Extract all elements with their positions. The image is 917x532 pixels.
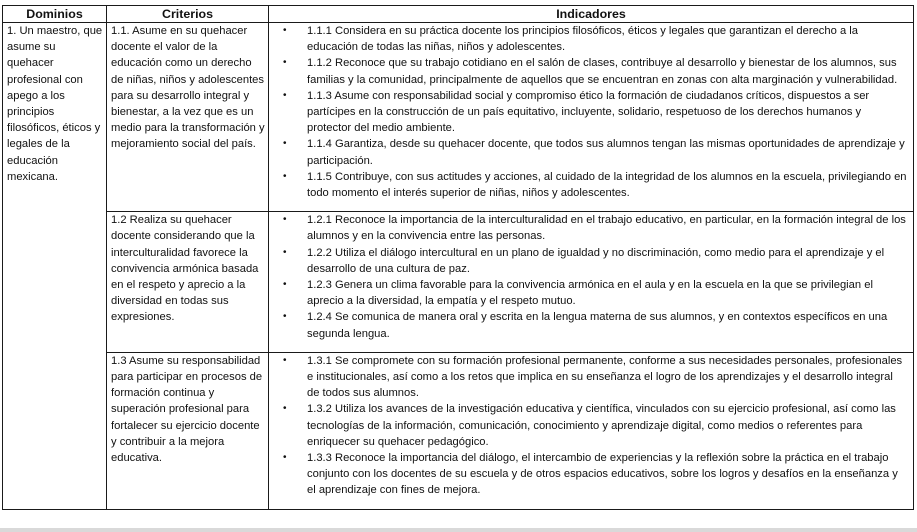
bullet-icon: • — [283, 246, 287, 258]
table-row — [3, 352, 914, 509]
indicador-item — [269, 23, 911, 55]
header-indicadores: Indicadores — [269, 6, 914, 23]
bullet-icon: • — [283, 354, 287, 366]
bullet-icon: • — [283, 214, 287, 226]
indicador-text: 1.1.2 Reconoce que su trabajo cotidiano en el salón de clases, contribuye al desarrollo y bienestar de los alumnos, sus familias y la comunidad, principalmente de aquellos que se encuentran en zonas con alta marginación y vulnerabilidad. — [307, 57, 898, 86]
dominio-cell: 1. Un maestro, que asume su quehacer profesional con apego a los principios filosóficos, éticos y legales de la educación mexicana. — [3, 23, 107, 510]
indicador-text: 1.1.5 Contribuye, con sus actitudes y acciones, al cuidado de la integridad de los alumnos en la escuela, privilegiando en todo momento el interés superior de niñas, niños y adolescentes. — [307, 170, 907, 200]
bullet-icon: • — [283, 170, 287, 182]
bullet-icon: • — [283, 138, 287, 150]
indicador-item — [269, 450, 911, 499]
bullet-icon: • — [283, 89, 287, 101]
indicador-item — [269, 353, 911, 402]
bullet-icon: • — [283, 403, 287, 415]
indicador-text: 1.2.3 Genera un clima favorable para la convivencia armónica en el aula y en la escuela en la que se privilegian el aprecio a la diversidad, la empatía y el respeto mutuo. — [307, 279, 873, 308]
header-criterios: Criterios — [107, 6, 269, 23]
indicador-text: 1.1.1 Considera en su práctica docente los principios filosóficos, éticos y legales que garantizan el derecho a la educación de todas las niñas, niños y adolescentes. — [307, 25, 858, 54]
indicadores-cell — [269, 23, 914, 212]
criterio-cell: 1.2 Realiza su quehacer docente considerando que la interculturalidad favorece la convivencia armónica basada en el respeto y aprecio a la diversidad en todas sus expresiones. — [107, 212, 269, 353]
bullet-icon: • — [283, 279, 287, 291]
page-edge — [0, 528, 917, 532]
indicador-item — [269, 55, 911, 87]
indicadores-list — [269, 353, 911, 499]
indicador-text: 1.2.4 Se comunica de manera oral y escrita en la lengua materna de sus alumnos, y en contextos específicos en una segunda lengua. — [307, 311, 888, 340]
indicador-text: 1.2.1 Reconoce la importancia de la interculturalidad en el trabajo educativo, en particular, en la formación integral de los alumnos y en la convivencia entre las personas. — [307, 214, 906, 243]
indicador-item — [269, 401, 911, 450]
indicador-text: 1.3.2 Utiliza los avances de la investigación educativa y científica, vinculados con su ejercicio profesional, así como las tecnologías de la información, comunicación, conocimiento y aprendizaje digital, como medios o referentes para enriquecer su quehacer pedagógico. — [307, 403, 896, 448]
indicador-item — [269, 212, 911, 244]
bullet-icon: • — [283, 311, 287, 323]
indicador-text: 1.3.1 Se compromete con su formación profesional permanente, conforme a sus necesidades personales, profesionales e institucionales, así como a los retos que implica en su enseñanza el logro de los aprendizajes y el desarrollo integral de todos sus alumnos. — [307, 354, 903, 400]
indicadores-list — [269, 212, 911, 342]
indicador-item — [269, 88, 911, 137]
indicador-text: 1.3.3 Reconoce la importancia del diálogo, el intercambio de experiencias y la reflexión sobre la práctica en el trabajo conjunto con los docentes de su escuela y de otros espacios educativos, sobre los logros y desafíos en la enseñanza y el aprendizaje con fines de mejora. — [307, 452, 898, 497]
indicador-item — [269, 277, 911, 309]
bullet-icon: • — [283, 25, 287, 36]
indicador-text: 1.1.3 Asume con responsabilidad social y compromiso ético la formación de ciudadanos críticos, dispuestos a ser partícipes en la construcción de un país equitativo, incluyente, solidario, respetuoso de los derechos humanos y protector del medio ambiente. — [307, 89, 870, 135]
indicadores-cell — [269, 212, 914, 353]
criterio-cell: 1.1. Asume en su quehacer docente el valor de la educación como un derecho de niñas, niños y adolescentes para su desarrollo integral y bienestar, a la vez que es un medio para la transformación y mejoramiento social del país. — [107, 23, 269, 212]
header-dominios: Dominios — [3, 6, 107, 23]
criterio-cell: 1.3 Asume su responsabilidad para participar en procesos de formación continua y superación profesional para fortalecer su ejercicio docente y contribuir a la mejora educativa. — [107, 352, 269, 509]
indicador-item — [269, 245, 911, 277]
table-header-row — [3, 6, 914, 23]
indicador-item — [269, 136, 911, 168]
indicador-item — [269, 309, 911, 341]
indicador-text: 1.2.2 Utiliza el diálogo intercultural en un plano de igualdad y no discriminación, como medio para el aprendizaje y el desarrollo de una cultura de paz. — [307, 246, 885, 275]
indicadores-cell — [269, 352, 914, 509]
bullet-icon: • — [283, 452, 287, 464]
indicadores-list — [269, 23, 911, 201]
indicador-item — [269, 169, 911, 201]
table-row — [3, 212, 914, 353]
dominios-criterios-indicadores-table — [2, 5, 914, 510]
indicador-text: 1.1.4 Garantiza, desde su quehacer docente, que todos sus alumnos tengan las mismas oportunidades de aprendizaje y participación. — [307, 138, 905, 167]
bullet-icon: • — [283, 57, 287, 69]
table-row — [3, 23, 914, 212]
